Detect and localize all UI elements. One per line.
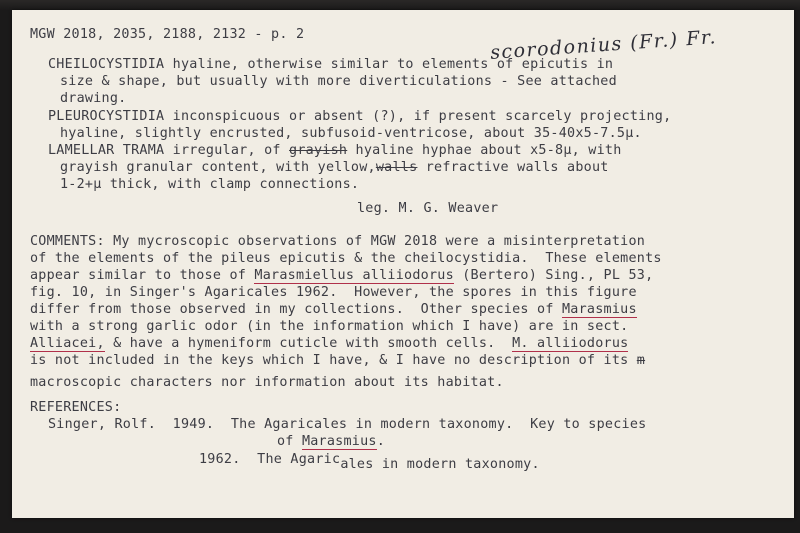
reference-1-line-1: Singer, Rolf. 1949. The Agaricales in modern taxonomy. Key to species [48, 417, 647, 432]
pleurocystidia-line-2: hyaline, slightly encrusted, subfusoid-ventricose, about 35-40x5-7.5µ. [60, 126, 642, 141]
comments-line-1: COMMENTS: My mycroscopic observations of MGW 2018 were a misinterpretation [30, 234, 646, 249]
comments-line-5 [30, 302, 637, 318]
lamellar-trama-line-2 [60, 160, 609, 176]
reference-1-line-2 [277, 434, 385, 450]
comments-line-7 [30, 336, 628, 352]
lamellar-trama-line-1 [48, 143, 622, 159]
lamellar-trama-text-b: hyaline hyphae about x5-8µ, with [347, 143, 622, 158]
reference-2-text-a: 1962. The Agaric [199, 452, 341, 467]
lamellar-trama-text-d: refractive walls about [417, 160, 609, 175]
comments-text-e: is not included in the keys which I have, & I have no description of its [30, 353, 637, 368]
struck-word: grayish [289, 143, 348, 158]
scanner-edge [0, 0, 800, 10]
pleurocystidia-line-1: PLEUROCYSTIDIA inconspicuous or absent (?), if present scarcely projecting, [48, 109, 672, 124]
collector-legend: leg. M. G. Weaver [357, 201, 499, 216]
comments-text-d: & have a hymeniform cuticle with smooth cells. [104, 336, 513, 351]
underlined-section: Alliacei, [30, 336, 105, 351]
comments-line-3 [30, 268, 653, 284]
card-reference-numbers: MGW 2018, 2035, 2188, 2132 - p. 2 [30, 27, 305, 42]
struck-word: walls [375, 160, 418, 175]
reference-text-of: of [277, 434, 302, 449]
underlined-genus: Marasmius [561, 302, 637, 317]
struck-letter: m [636, 353, 646, 368]
comments-line-4: fig. 10, in Singer's Agaricales 1962. However, the spores in this figure [30, 285, 637, 300]
comments-text-a: appear similar to those of [30, 268, 255, 283]
handwritten-species-name: scorodonius (Fr.) Fr. [489, 26, 718, 64]
comments-text-c: differ from those observed in my collections. Other species of [30, 302, 562, 317]
lamellar-trama-text-c: grayish granular content, with yellow, [60, 160, 376, 175]
cheilocystidia-line-3: drawing. [60, 91, 127, 106]
reference-2 [199, 452, 540, 472]
reference-2-text-b: ales in modern taxonomy. [340, 457, 540, 472]
comments-line-2: of the elements of the pileus epicutis & the cheilocystidia. These elements [30, 251, 662, 266]
reference-text-period: . [376, 434, 386, 449]
cheilocystidia-line-1: CHEILOCYSTIDIA hyaline, otherwise similar to elements of epicutis in [48, 57, 614, 72]
comments-text-b: (Bertero) Sing., PL 53, [453, 268, 654, 283]
references-heading: REFERENCES: [30, 400, 122, 415]
lamellar-trama-text-a: LAMELLAR TRAMA irregular, of [48, 143, 290, 158]
cheilocystidia-line-2: size & shape, but usually with more diverticulations - See attached [60, 74, 617, 89]
underlined-genus: Marasmius [301, 434, 377, 449]
comments-line-8 [30, 353, 645, 369]
herbarium-card [12, 10, 794, 518]
comments-line-6: with a strong garlic odor (in the information which I have) are in sect. [30, 319, 629, 334]
comments-line-9: macroscopic characters nor information about its habitat. [30, 375, 504, 390]
underlined-taxon: Marasmiellus alliiodorus [254, 268, 454, 283]
lamellar-trama-line-3: 1-2+µ thick, with clamp connections. [60, 177, 360, 192]
underlined-species: M. alliiodorus [512, 336, 629, 351]
